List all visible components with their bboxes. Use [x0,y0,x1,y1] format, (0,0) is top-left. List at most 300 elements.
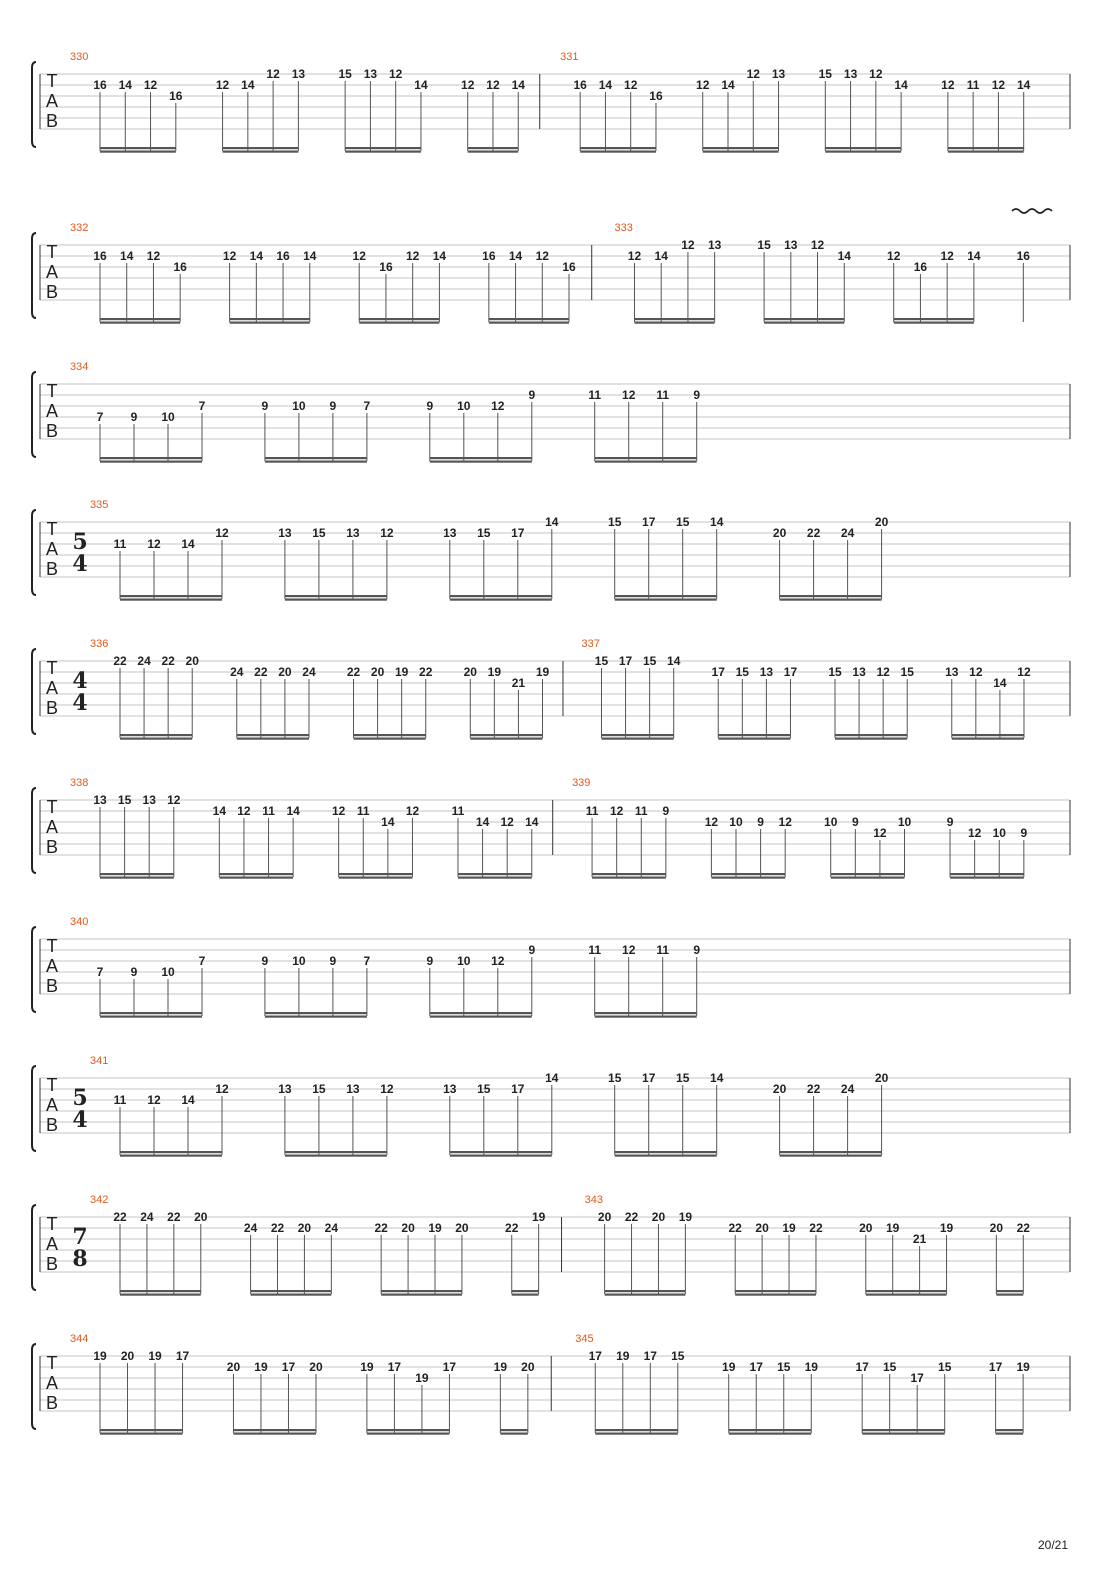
fret-number: 20 [521,1360,535,1374]
beam-primary [866,1290,947,1292]
fret-number: 19 [493,1360,508,1374]
tab-clef-letter: T [46,1353,58,1373]
beam-secondary [458,877,532,879]
tab-clef-letter: A [45,678,59,698]
beam-secondary [120,1294,201,1296]
fret-number: 15 [735,665,749,679]
beam-primary [512,1290,539,1292]
fret-number: 12 [500,815,514,829]
fret-number: 13 [443,526,457,540]
fret-number: 12 [681,238,695,252]
beam-secondary [359,322,439,324]
fret-number: 19 [678,1210,693,1224]
fret-number: 17 [618,654,633,668]
page-number: 20/21 [1037,1538,1068,1552]
beam-secondary [450,1155,552,1157]
beam-secondary [894,322,974,324]
beam-secondary [948,151,1024,153]
fret-number: 13 [93,793,107,807]
fret-number: 20 [463,665,477,679]
beam-secondary [237,738,309,740]
fret-number: 14 [249,249,264,263]
beam-primary [470,734,542,736]
fret-number: 9 [528,388,536,402]
fret-number: 22 [419,665,433,679]
beam-primary [780,595,882,597]
beam-secondary [219,877,293,879]
fret-number: 10 [457,399,471,413]
fret-number: 14 [241,78,255,92]
fret-number: 9 [261,954,269,968]
fret-number: 13 [843,67,858,81]
fret-number: 15 [882,1360,897,1374]
measure-number: 337 [581,638,600,650]
fret-number: 20 [597,1210,612,1224]
fret-number: 13 [346,1082,360,1096]
fret-number: 15 [757,238,771,252]
beam-primary [605,1290,686,1292]
fret-number: 9 [426,399,434,413]
beam-primary [894,318,974,320]
fret-number: 15 [828,665,842,679]
fret-number: 12 [486,78,500,92]
fret-number: 9 [1020,826,1028,840]
fret-number: 13 [142,793,156,807]
time-signature-bottom: 8 [72,1246,88,1272]
fret-number: 12 [535,249,549,263]
fret-number: 12 [222,249,237,263]
fret-number: 13 [363,67,378,81]
beam-primary [265,457,367,459]
fret-number: 14 [432,249,447,263]
beam-secondary [780,599,882,601]
beam-secondary [489,322,569,324]
fret-number: 12 [622,943,636,957]
beam-secondary [339,877,413,879]
beam-secondary [601,738,673,740]
fret-number: 13 [945,665,959,679]
fret-number: 22 [624,1210,639,1224]
measure-number: 331 [560,51,579,63]
fret-number: 12 [1017,665,1031,679]
fret-number: 16 [562,260,576,274]
fret-number: 14 [654,249,668,263]
fret-number: 20 [226,1360,241,1374]
fret-number: 12 [887,249,901,263]
tab-clef-letter: B [45,282,59,302]
fret-number: 22 [254,665,268,679]
measure-number: 342 [90,1194,109,1206]
measure-number: 333 [614,222,633,234]
fret-number: 22 [728,1221,742,1235]
fret-number: 22 [113,654,127,668]
fret-number: 17 [588,1349,602,1363]
tab-clef-letter: B [45,837,59,857]
fret-number: 24 [230,665,244,679]
fret-number: 10 [897,815,912,829]
fret-number: 13 [771,67,786,81]
beam-secondary [996,1433,1024,1435]
fret-number: 13 [346,526,360,540]
beam-primary [729,1429,812,1431]
fret-number: 15 [676,515,690,529]
tab-clef-letter: A [45,1373,59,1393]
fret-number: 20 [401,1221,415,1235]
fret-number: 15 [777,1360,791,1374]
fret-number: 17 [711,665,725,679]
fret-number: 14 [710,515,724,529]
beam-primary [265,1012,367,1014]
beam-primary [120,734,192,736]
system-bracket [32,927,36,1012]
fret-number: 12 [388,67,403,81]
measure-number: 344 [70,1333,89,1345]
fret-number: 11 [585,804,599,818]
beam-primary [237,734,309,736]
fret-number: 15 [477,526,491,540]
fret-number: 14 [286,804,300,818]
tab-clef-letter: A [45,1095,59,1115]
fret-number: 14 [894,78,908,92]
beam-secondary [430,461,532,463]
fret-number: 15 [608,515,622,529]
beam-primary [285,1151,387,1153]
fret-number: 9 [757,815,764,829]
fret-number: 12 [215,526,229,540]
beam-primary [120,1151,222,1153]
beam-secondary [512,1294,539,1296]
fret-number: 15 [900,665,914,679]
fret-number: 19 [394,665,409,679]
time-signature-bottom: 4 [72,1107,88,1133]
beam-primary [120,1290,201,1292]
beam-primary [764,318,844,320]
beam-secondary [595,461,697,463]
fret-number: 19 [535,665,550,679]
beam-secondary [120,599,222,601]
fret-number: 14 [508,249,523,263]
fret-number: 24 [840,526,855,540]
fret-number: 17 [511,526,525,540]
beam-primary [950,873,1024,875]
beam-secondary [285,1155,387,1157]
beam-secondary [718,738,790,740]
beam-secondary [595,1016,697,1018]
beam-secondary [285,599,387,601]
tab-clef-letter: T [46,242,58,262]
fret-number: 7 [363,399,371,413]
fret-number: 13 [278,1082,292,1096]
fret-number: 22 [505,1221,519,1235]
beam-secondary [230,322,310,324]
beam-secondary [764,322,844,324]
beam-secondary [615,599,717,601]
fret-number: 7 [96,965,104,979]
tab-clef-letter: T [46,71,58,91]
fret-number: 16 [276,249,290,263]
fret-number: 17 [988,1360,1003,1374]
fret-number: 16 [482,249,496,263]
beam-secondary [120,738,192,740]
measure-number: 330 [70,51,89,63]
fret-number: 11 [634,804,648,818]
fret-number: 11 [113,537,127,551]
fret-number: 16 [913,260,928,274]
fret-number: 19 [148,1349,162,1363]
beam-primary [100,1429,183,1431]
beam-secondary [780,1155,882,1157]
fret-number: 7 [198,399,206,413]
fret-number: 14 [710,1071,724,1085]
fret-number: 14 [511,78,525,92]
beam-secondary [450,599,552,601]
beam-secondary [615,1155,717,1157]
fret-number: 14 [120,249,134,263]
fret-number: 15 [671,1349,685,1363]
fret-number: 9 [329,399,337,413]
beam-secondary [470,738,542,740]
beam-primary [450,1151,552,1153]
fret-number: 12 [405,804,420,818]
beam-primary [500,1429,528,1431]
fret-number: 22 [346,665,361,679]
beam-primary [996,1429,1024,1431]
fret-number: 12 [215,78,230,92]
fret-number: 19 [782,1221,796,1235]
fret-number: 14 [475,815,490,829]
beam-primary [718,734,790,736]
tab-clef-letter: B [45,698,59,718]
fret-number: 20 [297,1221,312,1235]
beam-primary [251,1290,332,1292]
fret-number: 14 [303,249,317,263]
beam-primary [595,1012,697,1014]
system-bracket [32,510,36,595]
tab-clef-letter: B [45,559,59,579]
vibrato-mark [1012,209,1052,213]
beam-primary [580,147,656,149]
beam-primary [230,318,310,320]
fret-number: 20 [120,1349,135,1363]
beam-secondary [729,1433,812,1435]
beam-primary [595,1429,678,1431]
measure-number: 338 [70,777,89,789]
beam-secondary [831,877,905,879]
fret-number: 12 [609,804,624,818]
fret-number: 12 [696,78,710,92]
fret-number: 12 [215,1082,229,1096]
beam-secondary [430,1016,532,1018]
beam-secondary [100,151,176,153]
fret-number: 9 [662,804,670,818]
fret-number: 9 [528,943,536,957]
fret-number: 12 [147,537,161,551]
tab-clef-letter: T [46,519,58,539]
fret-number: 12 [746,67,760,81]
beam-secondary [711,877,785,879]
fret-number: 11 [262,804,275,818]
tab-clef-letter: B [45,1254,59,1274]
fret-number: 19 [804,1360,818,1374]
tab-clef-letter: T [46,1075,58,1095]
fret-number: 22 [806,526,821,540]
beam-secondary [233,1433,316,1435]
fret-number: 14 [525,815,539,829]
beam-primary [223,147,299,149]
beam-primary [780,1151,882,1153]
fret-number: 15 [312,1082,326,1096]
beam-secondary [120,1155,222,1157]
beam-secondary [580,151,656,153]
fret-number: 11 [113,1093,127,1107]
fret-number: 13 [443,1082,457,1096]
fret-number: 19 [722,1360,736,1374]
fret-number: 11 [588,388,602,402]
fret-number: 20 [278,665,292,679]
beam-primary [634,318,714,320]
beam-primary [367,1429,450,1431]
beam-secondary [605,1294,686,1296]
beam-secondary [866,1294,947,1296]
fret-number: 24 [137,654,151,668]
measure-number: 345 [575,1333,594,1345]
fret-number: 17 [642,515,656,529]
beam-primary [948,147,1024,149]
tab-clef-letter: T [46,797,58,817]
fret-number: 14 [721,78,735,92]
beam-primary [430,457,532,459]
fret-number: 9 [261,399,269,413]
fret-number: 12 [266,67,280,81]
fret-number: 24 [302,665,316,679]
beam-primary [996,1290,1023,1292]
fret-number: 16 [1016,249,1030,263]
fret-number: 12 [380,526,394,540]
beam-primary [430,1012,532,1014]
beam-primary [219,873,293,875]
fret-number: 16 [93,249,107,263]
beam-secondary [100,877,174,879]
beam-primary [100,147,176,149]
fret-number: 14 [181,1093,195,1107]
tab-clef-letter: T [46,936,58,956]
fret-number: 17 [749,1360,763,1374]
fret-number: 17 [855,1360,869,1374]
fret-number: 22 [806,1082,821,1096]
fret-number: 14 [667,654,681,668]
fret-number: 12 [627,249,642,263]
time-signature-bottom: 4 [72,551,88,577]
fret-number: 15 [477,1082,491,1096]
fret-number: 20 [194,1210,208,1224]
beam-secondary [996,1294,1023,1296]
tab-clef-letter: A [45,817,59,837]
system-bracket [32,788,36,873]
fret-number: 19 [93,1349,107,1363]
fret-number: 12 [331,804,346,818]
fret-number: 12 [873,826,887,840]
fret-number: 15 [117,793,132,807]
fret-number: 19 [415,1371,429,1385]
tab-clef-letter: A [45,401,59,421]
beam-secondary [381,1294,462,1296]
fret-number: 13 [852,665,866,679]
fret-number: 20 [772,526,787,540]
system-bracket [32,649,36,734]
fret-number: 14 [967,249,981,263]
tab-clef-letter: B [45,976,59,996]
fret-number: 12 [940,249,954,263]
fret-number: 16 [93,78,107,92]
fret-number: 9 [130,410,138,424]
fret-number: 16 [573,78,587,92]
beam-secondary [835,738,907,740]
measure-number: 339 [572,777,591,789]
fret-number: 10 [824,815,838,829]
beam-secondary [735,1294,816,1296]
fret-number: 24 [324,1221,339,1235]
fret-number: 14 [545,515,559,529]
fret-number: 19 [360,1360,374,1374]
fret-number: 12 [704,815,719,829]
system-bracket [32,1066,36,1151]
fret-number: 9 [693,388,701,402]
tab-clef-letter: B [45,1115,59,1135]
fret-number: 17 [511,1082,525,1096]
beam-primary [468,147,519,149]
fret-number: 19 [254,1360,268,1374]
beam-secondary [100,461,202,463]
fret-number: 14 [1017,78,1031,92]
fret-number: 13 [707,238,722,252]
beam-secondary [592,877,666,879]
fret-number: 11 [966,78,980,92]
fret-number: 12 [143,78,158,92]
fret-number: 16 [379,260,393,274]
fret-number: 17 [442,1360,457,1374]
fret-number: 21 [912,1232,927,1246]
beam-primary [359,318,439,320]
beam-primary [862,1429,945,1431]
fret-number: 15 [312,526,326,540]
fret-number: 14 [212,804,227,818]
beam-secondary [367,1433,450,1435]
beam-primary [458,873,532,875]
fret-number: 14 [118,78,132,92]
beam-primary [120,595,222,597]
fret-number: 12 [624,78,638,92]
fret-number: 15 [818,67,832,81]
fret-number: 22 [113,1210,127,1224]
fret-number: 20 [651,1210,666,1224]
beam-secondary [100,322,180,324]
fret-number: 20 [185,654,199,668]
fret-number: 12 [869,67,883,81]
fret-number: 17 [910,1371,924,1385]
fret-number: 20 [370,665,385,679]
fret-number: 22 [270,1221,285,1235]
fret-number: 19 [487,665,502,679]
fret-number: 20 [859,1221,873,1235]
fret-number: 12 [876,665,890,679]
fret-number: 10 [292,954,306,968]
beam-secondary [595,1433,678,1435]
beam-primary [354,734,426,736]
fret-number: 22 [374,1221,388,1235]
fret-number: 12 [810,238,825,252]
beam-primary [831,873,905,875]
fret-number: 22 [809,1221,823,1235]
